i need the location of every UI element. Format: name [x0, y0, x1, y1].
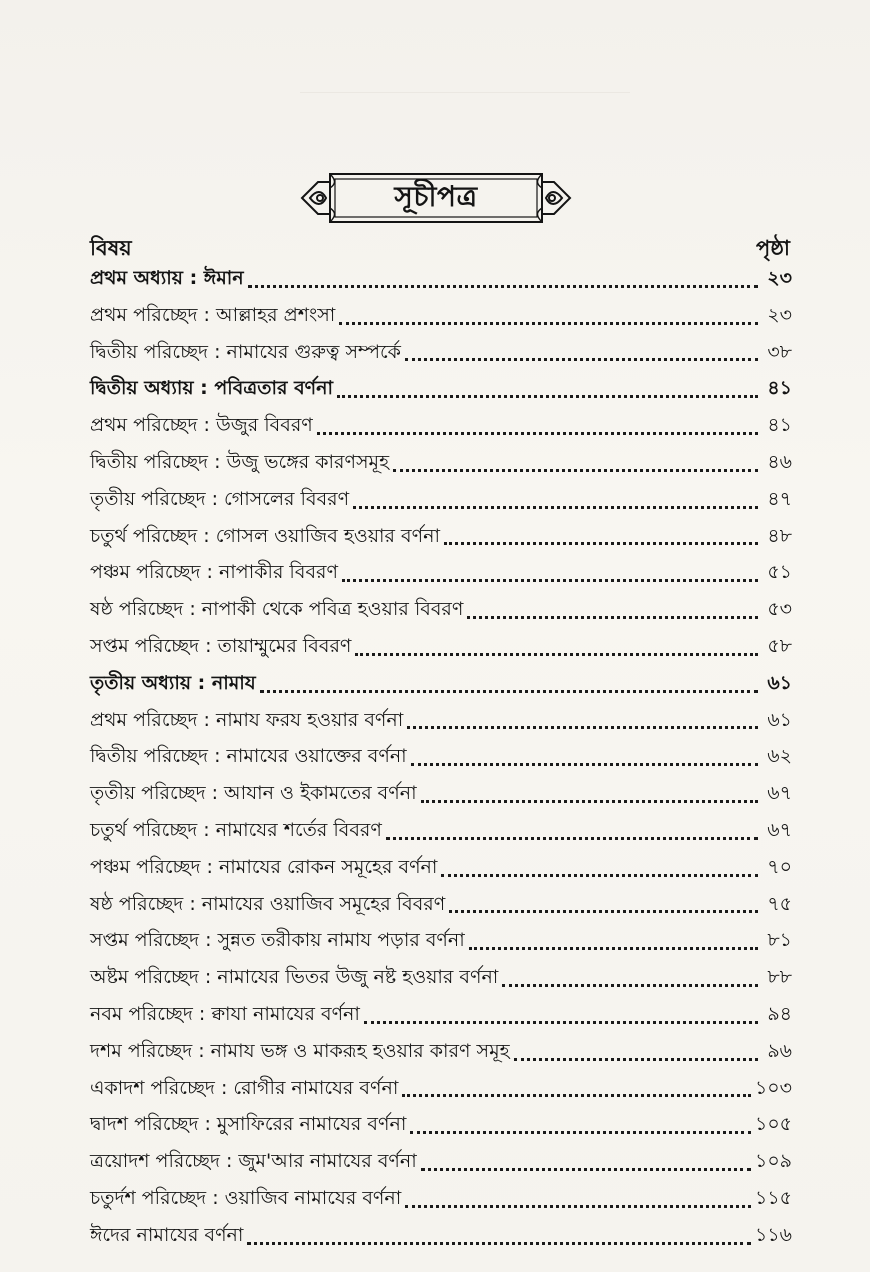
- toc-entry-page: ১০৯: [754, 1150, 792, 1173]
- toc-entry: [90, 297, 792, 334]
- dot-leader: [441, 874, 758, 877]
- toc-entry: [90, 1180, 792, 1217]
- toc-chapter-entry: [90, 665, 792, 702]
- dot-leader: [402, 1094, 751, 1097]
- toc-entry-title: নবম পরিচ্ছেদ : ক্বাযা নামাযের বর্ণনা: [90, 1002, 360, 1025]
- toc-entry-title: প্রথম পরিচ্ছেদ : উজুর বিবরণ: [90, 414, 313, 437]
- toc-entry: [90, 1033, 792, 1070]
- toc-entry: [90, 554, 792, 591]
- toc-entry-title: অষ্টম পরিচ্ছেদ : নামাযের ভিতর উজু নষ্ট হওয়ার বর্ণনা: [90, 966, 499, 989]
- dot-leader: [405, 358, 758, 361]
- toc-entry-title: ষষ্ঠ পরিচ্ছেদ : নাপাকী থেকে পবিত্র হওয়ার বিবরণ: [90, 598, 464, 621]
- toc-entry: [90, 849, 792, 886]
- toc-entry: [90, 959, 792, 996]
- title-cartouche: [300, 168, 572, 228]
- toc-entry-title: প্রথম অধ্যায় : ঈমান: [90, 267, 244, 289]
- table-of-contents: [90, 260, 792, 1254]
- toc-entry-title: তৃতীয় পরিচ্ছেদ : গোসলের বিবরণ: [90, 487, 350, 510]
- toc-entry-page: ৯৬: [767, 1039, 792, 1062]
- dot-leader: [353, 506, 758, 509]
- toc-entry-title: চতুর্দশ পরিচ্ছেদ : ওয়াজিব নামাযের বর্ণনা: [90, 1186, 402, 1209]
- toc-entry: [90, 812, 792, 849]
- bleed-through-line: [300, 92, 630, 109]
- toc-entry-title: তৃতীয় পরিচ্ছেদ : আযান ও ইকামতের বর্ণনা: [90, 782, 417, 805]
- toc-entry-page: ৮১: [767, 929, 792, 952]
- toc-entry: [90, 1106, 792, 1143]
- page-column-label: পৃষ্ঠা: [755, 236, 790, 260]
- dot-leader: [247, 1242, 751, 1245]
- toc-entry-page: ৬৭: [767, 782, 792, 805]
- dot-leader: [514, 1058, 758, 1061]
- toc-entry: [90, 886, 792, 923]
- toc-entry: [90, 444, 792, 481]
- dot-leader: [411, 763, 758, 766]
- toc-entry-title: পঞ্চম পরিচ্ছেদ : নাপাকীর বিবরণ: [90, 561, 338, 584]
- toc-entry-title: একাদশ পরিচ্ছেদ : রোগীর নামাযের বর্ণনা: [90, 1076, 399, 1099]
- toc-entry: [90, 1217, 792, 1254]
- toc-entry-title: দ্বিতীয় পরিচ্ছেদ : নামাযের গুরুত্ব সম্পর্কে: [90, 340, 401, 363]
- toc-entry-page: ৪১: [767, 414, 792, 437]
- dot-leader: [339, 322, 758, 325]
- toc-entry: [90, 1143, 792, 1180]
- dot-leader: [393, 469, 758, 472]
- toc-entry-page: ১০৩: [754, 1076, 792, 1099]
- toc-entry: [90, 518, 792, 555]
- toc-entry-page: ৬৭: [767, 818, 792, 841]
- toc-entry-title: দ্বাদশ পরিচ্ছেদ : মুসাফিরের নামাযের বর্ণনা: [90, 1113, 407, 1136]
- dot-leader: [248, 285, 758, 288]
- toc-entry-page: ৫৩: [767, 598, 792, 621]
- toc-entry-title: দ্বিতীয় পরিচ্ছেদ : উজু ভঙ্গের কারণসমূহ: [90, 450, 390, 473]
- toc-entry-title: চতুর্থ পরিচ্ছেদ : গোসল ওয়াজিব হওয়ার বর্ণনা: [90, 524, 440, 547]
- toc-entry-page: ৪৮: [767, 524, 792, 547]
- toc-entry-page: ২৩: [767, 303, 792, 326]
- toc-entry-title: সপ্তম পরিচ্ছেদ : তায়াম্মুমের বিবরণ: [90, 634, 352, 657]
- toc-entry: [90, 407, 792, 444]
- toc-entry-page: ৭০: [767, 855, 792, 878]
- toc-entry-page: ১০৫: [754, 1113, 792, 1136]
- toc-entry: [90, 702, 792, 739]
- dot-leader: [421, 800, 758, 803]
- toc-chapter-entry: [90, 260, 792, 297]
- dot-leader: [410, 1131, 751, 1134]
- dot-leader: [449, 910, 758, 913]
- toc-entry-page: ১১৫: [755, 1186, 792, 1209]
- dot-leader: [337, 395, 758, 398]
- dot-leader: [260, 690, 758, 693]
- toc-entry: [90, 775, 792, 812]
- toc-entry-page: ৬২: [767, 745, 792, 768]
- dot-leader: [342, 579, 758, 582]
- toc-entry-title: ষষ্ঠ পরিচ্ছেদ : নামাযের ওয়াজিব সমূহের বিবরণ: [90, 892, 446, 915]
- dot-leader: [421, 1168, 751, 1171]
- toc-entry-title: দ্বিতীয় অধ্যায় : পবিত্রতার বর্ণনা: [90, 377, 333, 400]
- toc-entry-title: সপ্তম পরিচ্ছেদ : সুন্নত তরীকায় নামায পড়ার বর্ণনা: [90, 929, 465, 952]
- dot-leader: [502, 984, 758, 987]
- toc-chapter-entry: [90, 370, 792, 407]
- toc-entry-page: ৭৫: [767, 892, 792, 915]
- toc-entry: [90, 591, 792, 628]
- toc-entry-page: ৫৮: [767, 634, 792, 657]
- toc-entry: [90, 1070, 792, 1107]
- toc-entry-page: ৩৮: [767, 340, 792, 363]
- page-title: সূচীপত্র: [394, 179, 478, 213]
- toc-entry-title: দশম পরিচ্ছেদ : নামায ভঙ্গ ও মাকরূহ হওয়ার কারণ সমূহ: [90, 1039, 510, 1062]
- toc-entry-title: তৃতীয় অধ্যায় : নামায: [90, 671, 256, 694]
- dot-leader: [317, 432, 758, 435]
- toc-entry: [90, 334, 792, 371]
- toc-entry-page: ৪৭: [767, 487, 792, 510]
- toc-entry-title: প্রথম পরিচ্ছেদ : আল্লাহর প্রশংসা: [90, 303, 336, 326]
- toc-entry-title: দ্বিতীয় পরিচ্ছেদ : নামাযের ওয়াক্তের বর্ণনা: [90, 745, 407, 768]
- toc-entry-page: ৬১: [767, 708, 792, 731]
- toc-entry-title: প্রথম পরিচ্ছেদ : নামায ফরয হওয়ার বর্ণনা: [90, 708, 404, 731]
- toc-entry: [90, 996, 792, 1033]
- toc-entry: [90, 922, 792, 959]
- toc-entry-page: ২৩: [767, 267, 792, 289]
- toc-entry-page: ১১৬: [754, 1223, 792, 1246]
- toc-entry-page: ৬১: [767, 671, 792, 694]
- toc-entry-title: ত্রয়োদশ পরিচ্ছেদ : জুম'আর নামাযের বর্ণনা: [90, 1150, 417, 1173]
- toc-entry: [90, 738, 792, 775]
- dot-leader: [469, 947, 758, 950]
- toc-entry-page: ৮৮: [767, 966, 792, 989]
- toc-entry: [90, 628, 792, 665]
- dot-leader: [364, 1021, 758, 1024]
- toc-entry-title: চতুর্থ পরিচ্ছেদ : নামাযের শর্তের বিবরণ: [90, 818, 382, 841]
- dot-leader: [405, 1205, 751, 1208]
- dot-leader: [407, 726, 758, 729]
- toc-entry-title: পঞ্চম পরিচ্ছেদ : নামাযের রোকন সমূহের বর্ণনা: [90, 855, 438, 878]
- toc-entry-page: ৪১: [767, 377, 792, 400]
- toc-entry-page: ৪৬: [767, 450, 792, 473]
- toc-entry: [90, 481, 792, 518]
- dot-leader: [467, 616, 758, 619]
- toc-entry-title: ঈদের নামাযের বর্ণনা: [90, 1223, 244, 1246]
- dot-leader: [386, 837, 758, 840]
- dot-leader: [444, 542, 758, 545]
- toc-entry-page: ৫১: [767, 561, 792, 584]
- toc-entry-page: ৯৪: [767, 1002, 792, 1025]
- subject-column-label: বিষয়: [90, 236, 132, 260]
- dot-leader: [355, 653, 758, 656]
